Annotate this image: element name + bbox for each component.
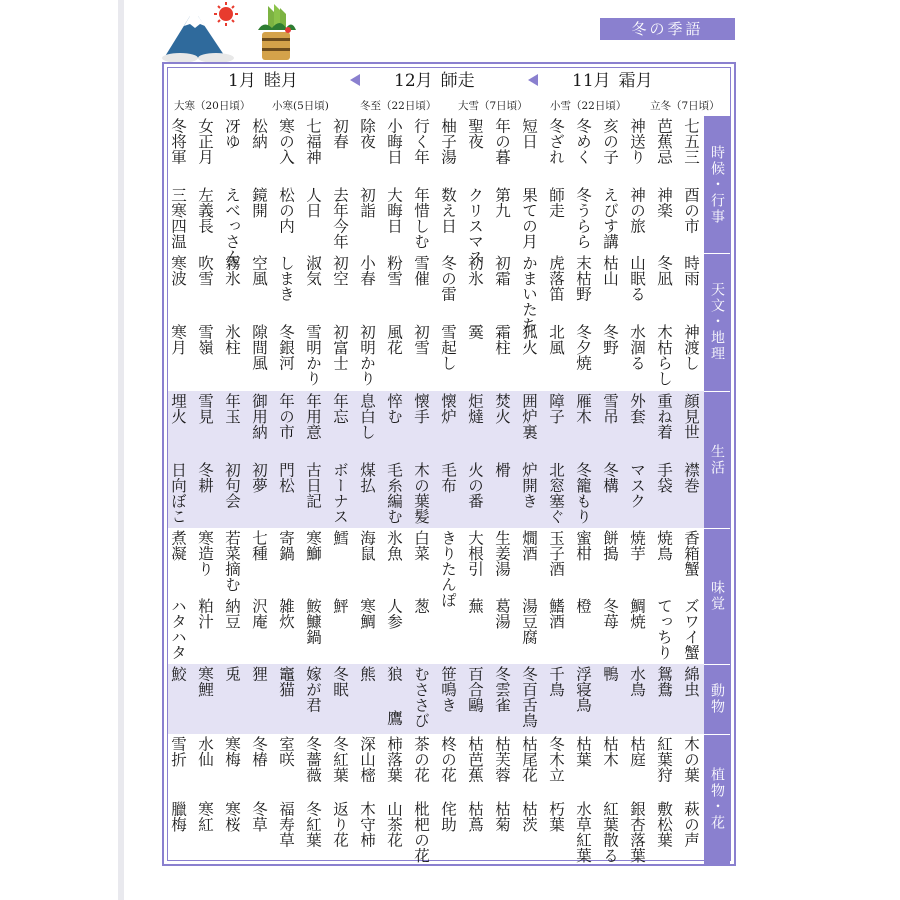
season-word: 納豆 [223,598,241,629]
season-word: 雑炊 [277,598,295,629]
season-word: 雪明かり [304,324,322,386]
season-word: 煤払 [358,461,376,493]
season-word: 淑気 [304,255,322,286]
season-word: 息白し [358,393,376,440]
season-word: 冬紅葉 [304,801,322,848]
season-word: 枯茨 [520,801,538,832]
band-seikatsu [168,391,708,528]
season-word: 焼鳥 [655,530,673,561]
season-word: 年惜しむ [412,186,430,249]
season-word: 敷松葉 [655,801,673,848]
season-word: 初空 [331,255,349,286]
season-word: 日向ぼこ [169,461,187,524]
season-word: 大晦日 [385,186,403,233]
season-word: 障子 [547,393,565,424]
season-word: 枯菊 [493,801,511,832]
season-word: てっちり [655,598,673,660]
season-word: 嫁が君 [304,666,322,713]
season-word: 年忘 [331,393,349,424]
season-word: 師走 [547,186,565,218]
season-word: 酉の市 [682,186,700,233]
season-word: 懐手 [412,393,430,424]
category-label: 植物・花 [709,767,725,831]
season-word: 枯木 [601,736,619,767]
month-november [572,68,653,94]
season-word: 外套 [628,393,646,424]
season-word: 枯山 [601,255,619,286]
season-word: 千鳥 [547,666,565,697]
season-word: 松納 [250,118,268,149]
arrow-left-icon [350,74,360,86]
season-word: 冬雲雀 [493,666,511,713]
season-word: 霧氷 [223,255,241,286]
season-word: 冬木立 [547,736,565,783]
season-word: 虎落笛 [547,255,565,302]
season-word: 狸 [250,666,268,682]
season-word: 懐炉 [439,393,457,424]
solar-term: 大雪（7日頃） [458,100,528,112]
season-word: 末枯野 [574,255,592,302]
season-word: 初富士 [331,324,349,371]
season-word: 初雪 [412,324,430,355]
season-word: 寒波 [169,255,187,286]
season-word: 柿落葉 [385,736,403,783]
season-word: 悴む [385,393,403,424]
season-word: 神渡し [682,324,700,371]
season-word: 寒造り [196,530,214,577]
season-word: 柊の花 [439,736,457,783]
season-word: 福寿草 [277,801,295,848]
season-word: 第九 [493,186,511,218]
season-word: 埋火 [169,393,187,424]
season-word: 竈猫 [277,666,295,697]
season-word: 煮凝 [169,530,187,561]
season-word: 冬百舌鳥 [520,666,538,728]
month-number: 11月 [572,71,611,91]
season-word: 神楽 [655,186,673,218]
season-word: 氷魚 [385,530,403,561]
season-word: 銀杏落葉 [628,801,646,863]
month-december [394,68,475,94]
season-word: 返り花 [331,801,349,848]
season-word: 寄鍋 [277,530,295,561]
season-word: 湯豆腐 [520,598,538,645]
solar-term: 冬至（22日頃） [360,100,437,112]
season-word: 冬耕 [196,461,214,493]
season-word: ズワイ蟹 [682,598,700,660]
season-word: 神の旅 [628,186,646,233]
month-number: 1月 [228,71,256,91]
season-word: 枯尾花 [520,736,538,783]
season-word: 冬凪 [655,255,673,286]
season-word: 寒鯉 [196,666,214,697]
season-word: 空風 [250,255,268,286]
season-words-table [162,62,736,866]
season-word: 北風 [547,324,565,355]
season-word: 水仙 [196,736,214,767]
season-word: 冬将軍 [169,118,187,165]
season-word: 七福神 [304,118,322,165]
season-word: 冬めく [574,118,592,165]
season-word: 綿虫 [682,666,700,697]
season-word: 雪吊 [601,393,619,424]
season-word: 榾 [493,461,511,477]
season-word: 霙 [466,324,484,340]
season-word: 山茶花 [385,801,403,848]
season-word: 冬椿 [250,736,268,767]
season-word: 茶の花 [412,736,430,783]
season-word: 短日 [520,118,538,149]
season-word: 侘助 [439,801,457,832]
season-word: 鴛鴦 [655,666,673,697]
season-word: かまいたち [520,255,538,333]
season-word: 御用納 [250,393,268,440]
season-word: 顔見世 [682,393,700,440]
season-word: 鮟鱇鍋 [304,598,322,645]
season-word: 朽葉 [547,801,565,832]
month-number: 12月 [394,71,433,91]
season-word: 燗酒 [520,530,538,561]
season-word: 冬ざれ [547,118,565,165]
season-word: 寒鰤 [304,530,322,561]
season-word: 寒鯛 [358,598,376,629]
season-word: 鷹 [385,710,403,726]
month-name: 霜月 [618,71,653,91]
season-word: 水鳥 [628,666,646,697]
season-word: 雁木 [574,393,592,424]
season-word: 海鼠 [358,530,376,561]
season-word: 年の市 [277,393,295,440]
season-word: 時雨 [682,255,700,286]
season-word: 枯芭蕉 [466,736,484,783]
season-word: 初氷 [466,255,484,286]
season-word: 鮫 [169,666,187,682]
season-word: 毛糸編む [385,461,403,524]
season-word: 鴨 [601,666,619,682]
season-word: 玉子酒 [547,530,565,577]
season-word: 雪催 [412,255,430,286]
month-january [228,68,298,94]
solar-term: 小寒(5日頃) [272,100,329,112]
season-word: 年用意 [304,393,322,440]
month-name: 師走 [440,71,475,91]
season-word: 冬草 [250,801,268,832]
season-word: 聖夜 [466,118,484,149]
season-word: 芭蕉忌 [655,118,673,165]
solar-terms-row [168,95,734,115]
season-word: 柚子湯 [439,118,457,165]
season-word: ハタハタ [169,598,187,660]
solar-term: 大寒（20日頃） [174,100,251,112]
season-word: 水草紅葉 [574,801,592,863]
solar-term: 立冬（7日頃） [650,100,720,112]
season-word: 蕪 [466,598,484,614]
season-word: 冬夕焼 [574,324,592,371]
season-word: 冬籠もり [574,461,592,524]
season-word: 三寒四温 [169,186,187,249]
season-word: えびす講 [601,186,619,249]
season-word: 紅葉狩 [655,736,673,783]
season-word: 年の暮 [493,118,511,165]
mount-fuji-illustration [160,2,240,64]
season-word: しまき [277,255,295,302]
category-label: 生活 [709,443,725,476]
season-word: ボーナス [331,461,349,524]
season-word: 北窓塞ぐ [547,461,565,524]
season-word: 蜜柑 [574,530,592,561]
season-word: 冬野 [601,324,619,355]
season-word: 初明かり [358,324,376,386]
season-word: 若菜摘む [223,530,241,592]
season-word: 初夢 [250,461,268,493]
season-word: 冬紅葉 [331,736,349,783]
season-word: 寒月 [169,324,187,355]
season-word: 七五三 [682,118,700,165]
season-word: 神送り [628,118,646,165]
season-word: 亥の子 [601,118,619,165]
season-word: 初霜 [493,255,511,286]
season-word: 重ね着 [655,393,673,440]
season-word: 吹雪 [196,255,214,286]
season-word: 去年今年 [331,186,349,249]
season-word: 香箱蟹 [682,530,700,577]
season-word: えべっさん [223,186,241,264]
season-word: クリスマス [466,186,484,264]
season-word: 鰭酒 [547,598,565,629]
category-label: 動物 [709,683,725,715]
season-word: 冬銀河 [277,324,295,371]
band-doubutsu [168,664,708,734]
season-word: 萩の声 [682,801,700,848]
season-word: 白菜 [412,530,430,561]
page-binding-rule [118,0,124,900]
season-word: 木の葉髪 [412,461,430,524]
season-word: 鯛焼 [628,598,646,629]
season-word: 百合鷗 [466,666,484,713]
season-word: 小晦日 [385,118,403,165]
season-word: 初春 [331,118,349,149]
season-word: 山眠る [628,255,646,302]
season-word: 年玉 [223,393,241,424]
season-word: 寒の入 [277,118,295,165]
season-word: 鱈 [331,530,349,546]
season-word: 行く年 [412,118,430,165]
season-word: 粉雪 [385,255,403,286]
season-word: 数え日 [439,186,457,233]
season-word: 鮃 [331,598,349,614]
category-label: 味覚 [709,580,725,612]
season-word: 冬の雷 [439,255,457,302]
season-word: むささび [412,666,430,728]
season-word: 襟巻 [682,461,700,493]
season-word: 木守柿 [358,801,376,848]
season-word: 女正月 [196,118,214,165]
season-word: 枯葉 [574,736,592,767]
sun-icon [219,7,233,21]
season-word: 風花 [385,324,403,355]
season-word: 狐火 [520,324,538,355]
season-word: 室咲 [277,736,295,767]
season-word: 笹鳴き [439,666,457,713]
season-word: 人参 [385,598,403,629]
table-inner [167,67,731,861]
season-word: 小春 [358,255,376,286]
season-word: 生姜湯 [493,530,511,577]
page-title-badge: 冬の季語 [600,18,735,40]
season-word: 冬薔薇 [304,736,322,783]
month-name: 睦月 [263,71,298,91]
season-word: 木の葉 [682,736,700,783]
season-word: 鏡開 [250,186,268,218]
season-word: 寒梅 [223,736,241,767]
category-label: 天文・地理 [709,282,725,362]
season-word: 水涸る [628,324,646,371]
season-word: 門松 [277,461,295,493]
season-word: 雪起し [439,324,457,371]
season-word: 雪嶺 [196,324,214,355]
season-word: 氷柱 [223,324,241,355]
season-word: 七種 [250,530,268,561]
season-word: 寒桜 [223,801,241,832]
season-word: 熊 [358,666,376,682]
season-word: 人日 [304,186,322,218]
season-word: 火の番 [466,461,484,508]
season-word: 霜柱 [493,324,511,355]
season-word: 大根引 [466,530,484,577]
season-word: 果ての月 [520,186,538,249]
season-word: 木枯らし [655,324,673,386]
season-word: 餅搗 [601,530,619,561]
season-word: 兎 [223,666,241,682]
season-word: 枯蔦 [466,801,484,832]
season-word: 焼芋 [628,530,646,561]
season-word: 狼 [385,666,403,682]
season-word: マスク [628,461,646,508]
season-word: 松の内 [277,186,295,233]
season-word: 葱 [412,598,430,614]
season-word: 臘梅 [169,801,187,832]
season-word: 冴ゆ [223,118,241,149]
season-word: 囲炉裏 [520,393,538,440]
season-word: 深山樒 [358,736,376,783]
season-word: 雪見 [196,393,214,424]
season-word: 沢庵 [250,598,268,629]
season-word: 寒紅 [196,801,214,832]
season-word: 左義長 [196,186,214,233]
season-word: 手袋 [655,461,673,493]
category-label: 時候・行事 [709,144,725,225]
season-word: 冬構 [601,461,619,493]
season-word: 除夜 [358,118,376,149]
season-word: 冬うらら [574,186,592,249]
season-word: 炉開き [520,461,538,508]
season-word: 初句会 [223,461,241,508]
solar-term: 小雪（22日頃） [550,100,627,112]
season-word: 枇杷の花 [412,801,430,863]
season-word: 枯芙蓉 [493,736,511,783]
season-word: 炬燵 [466,393,484,424]
season-word: きりたんぽ [439,530,457,608]
arrow-left-icon [528,74,538,86]
season-word: 橙 [574,598,592,614]
season-word: 冬眠 [331,666,349,697]
season-word: 冬苺 [601,598,619,629]
season-word: 隙間風 [250,324,268,371]
season-word: 雪折 [169,736,187,767]
season-word: 焚火 [493,393,511,424]
season-word: 紅葉散る [601,801,619,863]
season-word: 浮寝鳥 [574,666,592,713]
season-word: 枯庭 [628,736,646,767]
kadomatsu-illustration [254,2,298,64]
season-word: 葛湯 [493,598,511,629]
season-word: 古日記 [304,461,322,508]
season-word: 粕汁 [196,598,214,629]
season-word: 初詣 [358,186,376,218]
season-word: 毛布 [439,461,457,493]
